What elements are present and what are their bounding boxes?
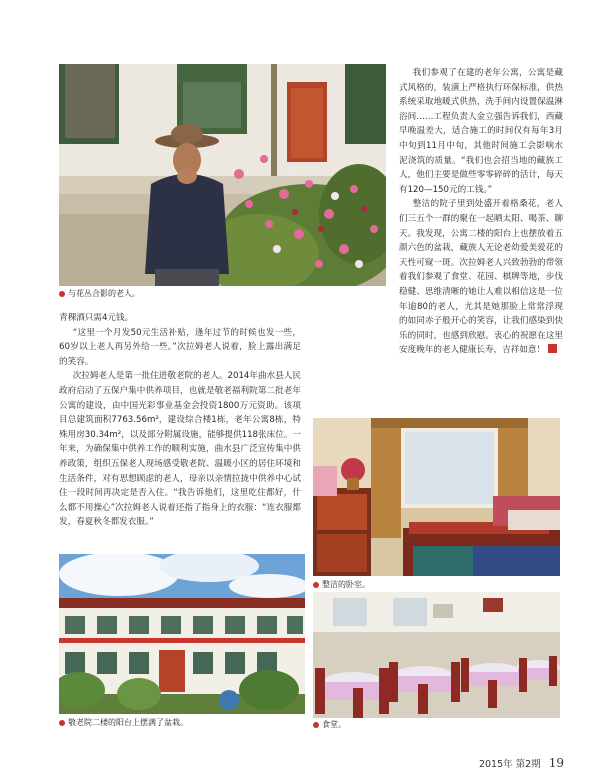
caption-bedroom-photo: 整洁的卧室。 xyxy=(313,580,370,590)
right-column-text xyxy=(399,66,563,358)
photo-woman-with-flowers xyxy=(59,64,386,286)
caption-woman-photo: 与花丛合影的老人。 xyxy=(59,289,140,299)
photo-building-balcony-image xyxy=(59,554,305,714)
photo-dining-hall xyxy=(313,592,560,718)
left-column-text xyxy=(59,311,301,530)
paragraph: 整洁的院子里到处盛开着格桑花，老人们三五个一群的聚在一起晒太阳、喝茶、聊天。我发现，公寓二楼的阳台上也摆放着五颜六色的盆栽，藏族人无论老幼爱美爱花的天性可窥一斑。次拉姆老人兴致勃勃的带领着我们参观了食堂、花园、棋牌等地，步伐稳健、思维清晰的她让人难以相信这是一位年逾80的老人，尤其是她那脸上常常浮现的如同赤子般开心的笑容，让我们感染到快乐的同时，也感到欣慰。衷心的祝愿在这里安度晚年的老人健康长寿，吉祥如意！ xyxy=(399,199,563,356)
caption-bullet-icon xyxy=(59,720,65,726)
photo-building-balcony xyxy=(59,554,305,714)
caption-dining-photo: 食堂。 xyxy=(313,720,346,730)
paragraph: 青稞酒只需4元钱。 xyxy=(59,313,134,323)
page-footer xyxy=(479,756,564,770)
photo-woman-with-flowers-image xyxy=(59,64,386,286)
paragraph: 我们参观了在建的老年公寓，公寓是藏式风格的，装潢上严格执行环保标准，供热系统采取地暖式供热，洗手间内设置保温淋浴间……工程负责人金立强告诉我们，西藏早晚温差大，适合施工的时间仅有每年3月中旬到11月中旬，其他时间施工会影响水泥浇筑的质量。“我们也会招当地的藏族工人，他们主要是做些零零碎碎的活计，每天有120—150元的工钱。” xyxy=(399,68,563,195)
end-mark-icon xyxy=(548,344,557,353)
caption-bullet-icon xyxy=(59,291,65,297)
paragraph: “这里一个月发50元生活补贴，逢年过节的时候也发一些，60岁以上老人再另外给一些。”次拉姆老人说着，脸上露出满足的笑容。 xyxy=(59,327,301,367)
photo-bedroom-image xyxy=(313,418,560,576)
page-number: 19 xyxy=(548,756,564,770)
issue-label: 2015年 第2期 xyxy=(478,759,541,770)
caption-bullet-icon xyxy=(313,582,319,588)
photo-dining-hall-image xyxy=(313,592,560,718)
caption-building-photo: 敬老院二楼的阳台上摆满了盆栽。 xyxy=(59,718,188,728)
photo-bedroom xyxy=(313,418,560,576)
caption-bullet-icon xyxy=(313,722,319,728)
paragraph: 次拉姆老人是第一批住进敬老院的老人。2014年曲水县人民政府启动了五保户集中供养项目，也就是敬老福利院第二批老年公寓的建设，由中国光彩事业基金会投资1800万元资助。该项目总建筑面积7763.56m²，建设综合楼1栋，老年公寓8栋，特殊用房30.34m²，以及部分附属设施，能够提供118张床位。一年来，为确保集中供养工作的顺利实施，曲水县广泛宣传集中供养政策，组织五保老人现场感受敬老院、温暖小区的居住环境和生活条件，对有思想顾虑的老人，母亲以亲情拉拢中供养中心试住一段时间再决定是否入住。“我告诉他们，这里吃住都好，什么都不用操心”次拉姆老人说着还指了指身上的衣服：“连衣服都发，春夏秋冬都发衣服。” xyxy=(59,371,301,528)
